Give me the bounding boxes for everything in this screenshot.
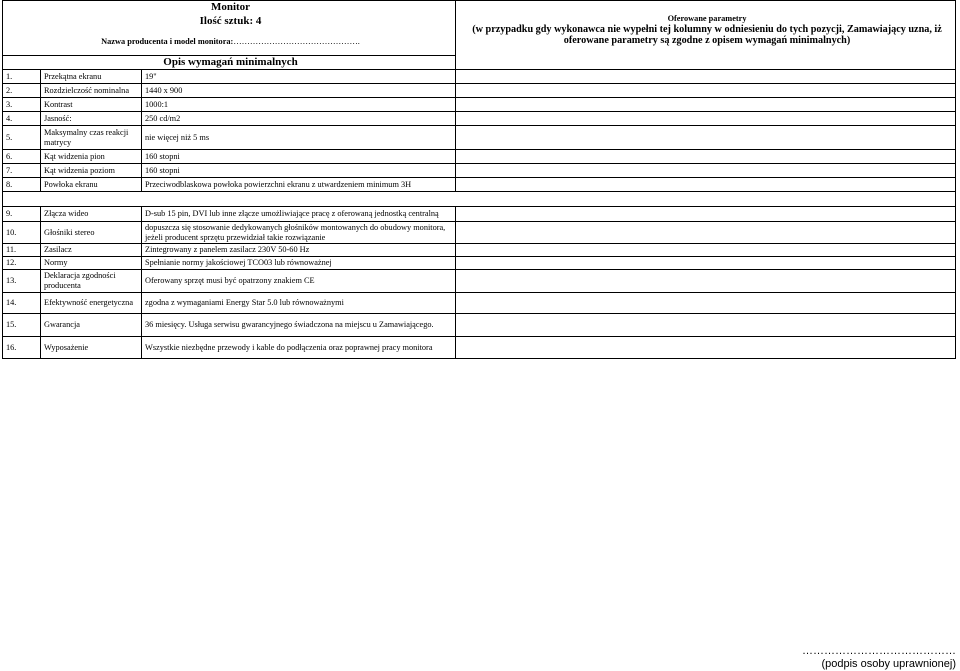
requirements-table-wrap [2,69,955,416]
table-row [3,207,956,222]
offered-value-cell[interactable] [456,222,956,244]
row-label: Głośniki stereo [41,222,142,244]
row-number: 13. [3,270,41,293]
row-value: 1440 x 900 [142,84,456,98]
table-row [3,178,956,192]
row-number: 4. [3,112,41,126]
table-row [3,70,956,84]
row-value: Zintegrowany z panelem zasilacz 230V 50-60 Hz [142,244,456,257]
producer-model-row [3,29,456,56]
quantity-label: Ilość sztuk: 4 [3,15,456,29]
offered-value-cell[interactable] [456,178,956,192]
table-row [3,222,956,244]
table-row [3,150,956,164]
table-row [3,337,956,359]
row-label: Kąt widzenia poziom [41,164,142,178]
table-row [3,164,956,178]
offered-value-cell[interactable] [456,337,956,359]
row-label: Maksymalny czas reakcji matrycy [41,126,142,150]
row-value: 1000:1 [142,98,456,112]
offered-value-cell[interactable] [456,207,956,222]
row-value: Spełnianie normy jakościowej TCO03 lub równoważnej [142,257,456,270]
offered-value-cell[interactable] [456,293,956,314]
offered-value-cell[interactable] [456,164,956,178]
row-value: 250 cd/m2 [142,112,456,126]
table-row [3,98,956,112]
row-number: 3. [3,98,41,112]
row-number: 1. [3,70,41,84]
signature-block [802,645,956,670]
row-number: 2. [3,84,41,98]
offered-value-cell[interactable] [456,150,956,164]
table-spacer [3,192,956,207]
row-value: D-sub 15 pin, DVI lub inne złącze umożliwiające pracę z oferowaną jednostką centralną [142,207,456,222]
offered-title: Oferowane parametry [667,14,747,23]
row-label: Efektywność energetyczna [41,293,142,314]
row-number: 9. [3,207,41,222]
row-label: Wyposażenie [41,337,142,359]
row-value: 160 stopni [142,150,456,164]
row-label: Gwarancja [41,314,142,337]
row-number: 7. [3,164,41,178]
row-value: zgodna z wymaganiami Energy Star 5.0 lub równoważnymi [142,293,456,314]
row-label: Zasilacz [41,244,142,257]
requirements-title: Opis wymagań minimalnych [3,56,456,70]
row-number: 11. [3,244,41,257]
row-label: Powłoka ekranu [41,178,142,192]
row-value: 19" [142,70,456,84]
row-value: 36 miesięcy. Usługa serwisu gwarancyjnego świadczona na miejscu u Zamawiającego. [142,314,456,337]
offered-note: (w przypadku gdy wykonawca nie wypełni tej kolumny w odniesieniu do tych pozycji, Zamawiający uzna, iż oferowane parametry są zgodne z opisem wymagań minimalnych) [472,23,942,47]
offered-value-cell[interactable] [456,98,956,112]
producer-dots: ………………………………………. [233,36,360,46]
offered-value-cell[interactable] [456,70,956,84]
table-row [3,112,956,126]
table-row [3,270,956,293]
table-row [3,244,956,257]
row-label: Kąt widzenia pion [41,150,142,164]
row-number: 8. [3,178,41,192]
row-value: nie więcej niż 5 ms [142,126,456,150]
row-label: Rozdzielczość nominalna [41,84,142,98]
table-row [3,84,956,98]
offered-value-cell[interactable] [456,112,956,126]
requirements-table [2,69,956,359]
table-row [3,314,956,337]
offered-value-cell[interactable] [456,244,956,257]
producer-label: Nazwa producenta i model monitora: [101,36,234,46]
row-label: Przekątna ekranu [41,70,142,84]
row-number: 15. [3,314,41,337]
row-label: Kontrast [41,98,142,112]
row-label: Złącza wideo [41,207,142,222]
row-value: 160 stopni [142,164,456,178]
row-number: 14. [3,293,41,314]
row-number: 10. [3,222,41,244]
signature-dots: …………………………………… [802,645,956,657]
table-row [3,293,956,314]
row-number: 6. [3,150,41,164]
row-number: 5. [3,126,41,150]
table-row [3,257,956,270]
offered-value-cell[interactable] [456,270,956,293]
offered-parameters-header [456,1,956,70]
row-number: 12. [3,257,41,270]
row-value: Oferowany sprzęt musi być opatrzony znakiem CE [142,270,456,293]
offered-value-cell[interactable] [456,84,956,98]
row-label: Normy [41,257,142,270]
signature-label: (podpis osoby uprawnionej) [821,657,956,670]
row-value: dopuszcza się stosowanie dedykowanych głośników montowanych do obudowy monitora, jeżeli producent sprzętu przewidział takie rozwiązanie [142,222,456,244]
row-value: Przeciwodblaskowa powłoka powierzchni ekranu z utwardzeniem minimum 3H [142,178,456,192]
offered-value-cell[interactable] [456,314,956,337]
row-label: Jasność: [41,112,142,126]
offered-value-cell[interactable] [456,257,956,270]
table-row [3,126,956,150]
row-value: Wszystkie niezbędne przewody i kable do podłączenia oraz poprawnej pracy monitora [142,337,456,359]
product-title: Monitor [3,1,456,15]
row-label: Deklaracja zgodności producenta [41,270,142,293]
offered-value-cell[interactable] [456,126,956,150]
row-number: 16. [3,337,41,359]
